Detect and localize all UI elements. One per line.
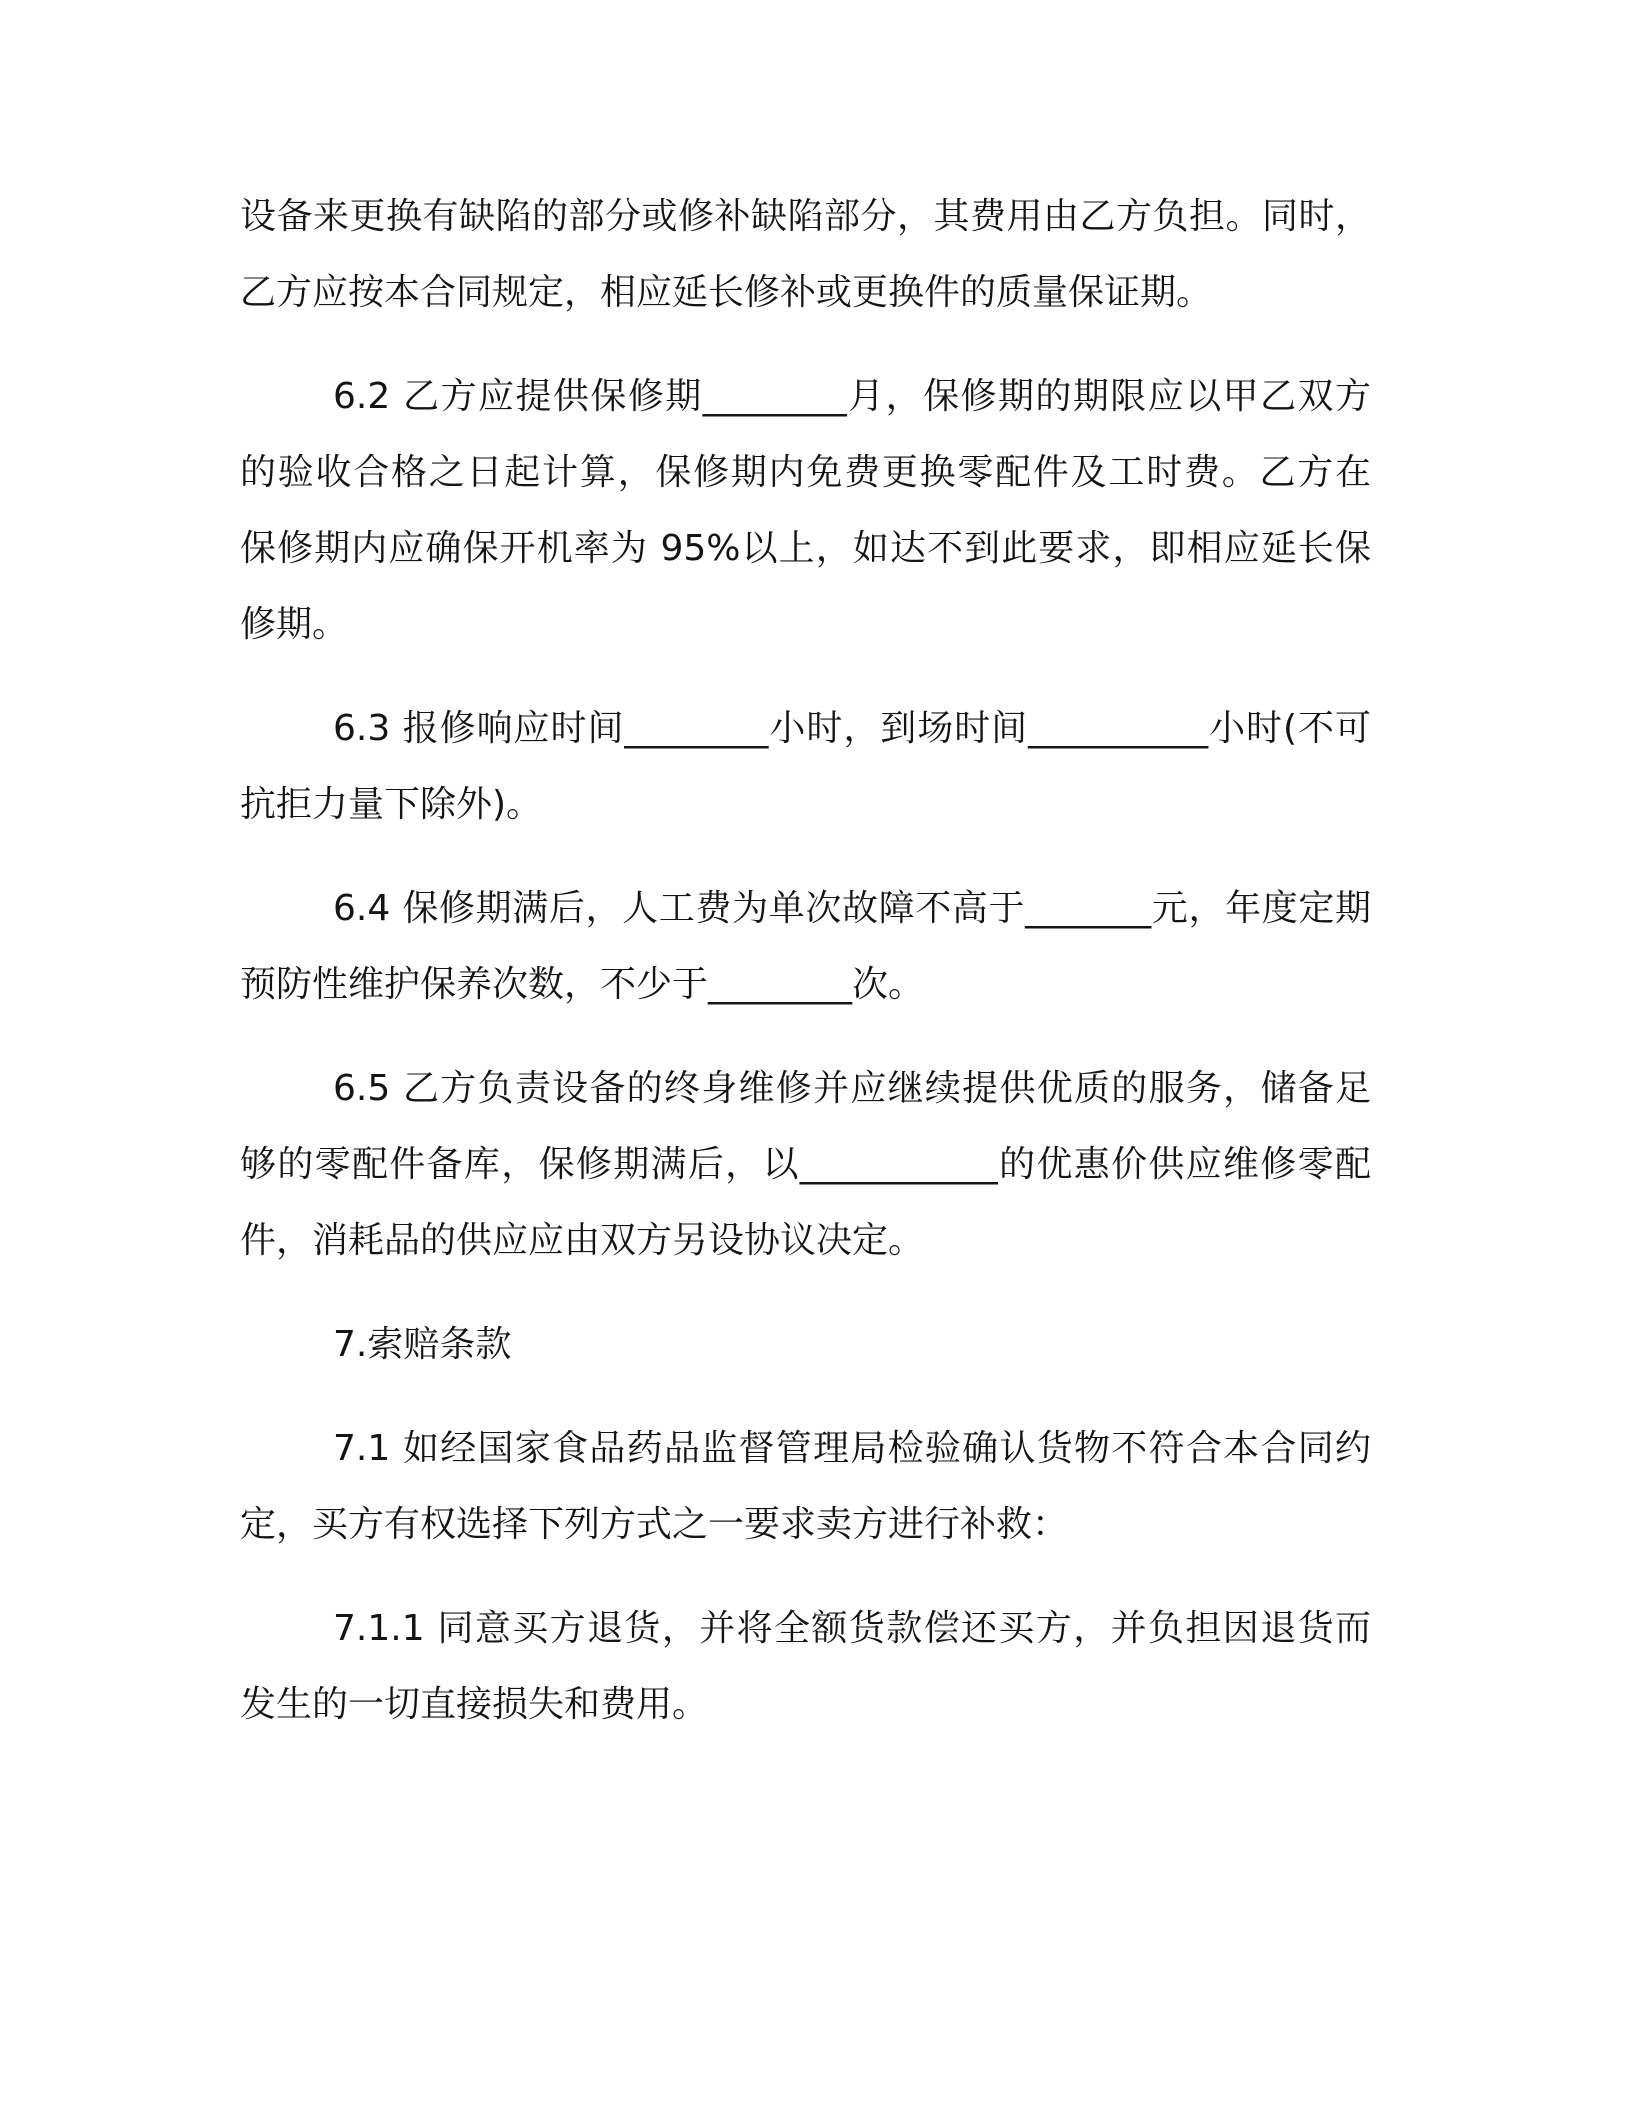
text-line: 发生的一切直接损失和费用。: [240, 1684, 709, 1725]
text-line: 够的零配件备库，保修期满后，以___________的优惠价供应维修零配: [240, 1144, 1371, 1185]
text-line: 抗拒力量下除外)。: [240, 784, 543, 825]
text-line: 7.1 如经国家食品药品监督管理局检验确认货物不符合本合同约: [333, 1428, 1371, 1469]
section-heading: 7.索赔条款: [333, 1324, 512, 1365]
clause-6-3: [240, 691, 1371, 843]
clause-7-1-1: [240, 1591, 1371, 1743]
text-line: 保修期内应确保开机率为 95%以上，如达不到此要求，即相应延长保: [240, 528, 1371, 569]
clause-7-1: [240, 1411, 1371, 1563]
clause-6-2: [240, 359, 1371, 663]
text-line: 6.4 保修期满后，人工费为单次故障不高于_______元，年度定期: [333, 888, 1371, 929]
text-line: 乙方应按本合同规定，相应延长修补或更换件的质量保证期。: [240, 272, 1213, 313]
text-line: 定，买方有权选择下列方式之一要求卖方进行补救：: [240, 1504, 1069, 1545]
text-line: 预防性维护保养次数，不少于________次。: [240, 964, 925, 1005]
text-line: 件，消耗品的供应应由双方另设协议决定。: [240, 1220, 925, 1261]
text-line: 修期。: [240, 604, 349, 645]
clause-6-4: [240, 871, 1371, 1023]
text-line: 设备来更换有缺陷的部分或修补缺陷部分，其费用由乙方负担。同时，: [240, 196, 1371, 237]
text-line: 6.3 报修响应时间________小时，到场时间__________小时(不可: [333, 708, 1371, 749]
section-7-heading: [240, 1307, 1371, 1383]
text-line: 6.5 乙方负责设备的终身维修并应继续提供优质的服务，储备足: [333, 1068, 1371, 1109]
text-line: 的验收合格之日起计算，保修期内免费更换零配件及工时费。乙方在: [240, 452, 1371, 493]
text-line: 7.1.1 同意买方退货，并将全额货款偿还买方，并负担因退货而: [333, 1608, 1371, 1649]
paragraph-continuation: [240, 179, 1371, 331]
clause-6-5: [240, 1051, 1371, 1279]
text-line: 6.2 乙方应提供保修期________月，保修期的期限应以甲乙双方: [333, 376, 1371, 417]
